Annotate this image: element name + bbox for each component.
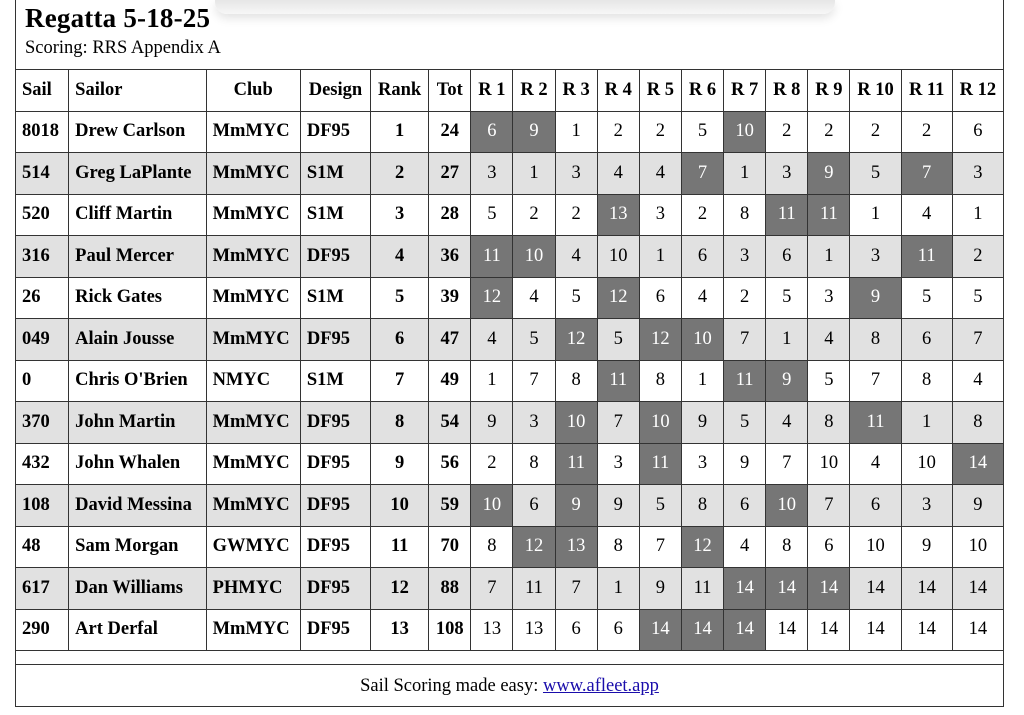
race-score: 2: [952, 236, 1003, 278]
race-score: 1: [850, 194, 901, 236]
race-score: 4: [952, 360, 1003, 402]
race-score-discarded: 7: [901, 153, 952, 195]
total-cell: 70: [429, 526, 471, 568]
race-score: 8: [681, 485, 723, 527]
total-cell: 39: [429, 277, 471, 319]
race-score: 1: [597, 568, 639, 610]
club-cell: MmMYC: [206, 236, 300, 278]
race-score: 14: [766, 609, 808, 651]
race-score-discarded: 12: [681, 526, 723, 568]
race-score: 5: [681, 111, 723, 153]
race-score-discarded: 13: [597, 194, 639, 236]
design-cell: DF95: [300, 319, 370, 361]
race-score: 10: [850, 526, 901, 568]
race-score: 3: [597, 443, 639, 485]
race-score-discarded: 12: [555, 319, 597, 361]
sailor-cell: Paul Mercer: [69, 236, 206, 278]
race-score-discarded: 14: [724, 609, 766, 651]
sail-cell: 520: [16, 194, 69, 236]
race-score: 14: [952, 568, 1003, 610]
sailor-cell: Cliff Martin: [69, 194, 206, 236]
column-header: Rank: [371, 70, 429, 112]
race-score: 7: [597, 402, 639, 444]
sail-cell: 26: [16, 277, 69, 319]
total-cell: 24: [429, 111, 471, 153]
sailor-cell: Dan Williams: [69, 568, 206, 610]
club-cell: NMYC: [206, 360, 300, 402]
rank-cell: 6: [371, 319, 429, 361]
race-score: 7: [766, 443, 808, 485]
column-header: Sailor: [69, 70, 206, 112]
race-score-discarded: 10: [639, 402, 681, 444]
sailor-cell: Alain Jousse: [69, 319, 206, 361]
race-score: 2: [639, 111, 681, 153]
sailor-cell: John Whalen: [69, 443, 206, 485]
race-score-discarded: 11: [597, 360, 639, 402]
column-header: Design: [300, 70, 370, 112]
race-score-discarded: 11: [555, 443, 597, 485]
race-score: 5: [724, 402, 766, 444]
sail-cell: 108: [16, 485, 69, 527]
race-score: 5: [952, 277, 1003, 319]
design-cell: S1M: [300, 153, 370, 195]
rank-cell: 12: [371, 568, 429, 610]
race-score: 9: [597, 485, 639, 527]
sail-cell: 514: [16, 153, 69, 195]
race-score: 13: [513, 609, 555, 651]
race-score: 1: [513, 153, 555, 195]
race-score: 3: [901, 485, 952, 527]
race-score: 14: [850, 568, 901, 610]
design-cell: DF95: [300, 236, 370, 278]
race-score: 5: [555, 277, 597, 319]
column-header: Sail: [16, 70, 69, 112]
total-cell: 47: [429, 319, 471, 361]
race-score-discarded: 9: [555, 485, 597, 527]
race-score: 4: [471, 319, 513, 361]
sailor-cell: John Martin: [69, 402, 206, 444]
sail-cell: 617: [16, 568, 69, 610]
race-score: 4: [808, 319, 850, 361]
race-score: 2: [808, 111, 850, 153]
race-score: 5: [901, 277, 952, 319]
race-score: 8: [597, 526, 639, 568]
race-score: 8: [952, 402, 1003, 444]
total-cell: 28: [429, 194, 471, 236]
race-score: 11: [513, 568, 555, 610]
race-score: 4: [724, 526, 766, 568]
race-score: 10: [952, 526, 1003, 568]
race-score: 1: [471, 360, 513, 402]
page-title: Regatta 5-18-25: [25, 3, 211, 33]
race-score: 4: [766, 402, 808, 444]
column-header: R 2: [513, 70, 555, 112]
race-score: 6: [850, 485, 901, 527]
race-score: 1: [555, 111, 597, 153]
results-table: [15, 69, 1004, 651]
club-cell: MmMYC: [206, 443, 300, 485]
race-score: 5: [808, 360, 850, 402]
race-score: 5: [471, 194, 513, 236]
race-score: 8: [724, 194, 766, 236]
race-score: 6: [639, 277, 681, 319]
race-score-discarded: 12: [639, 319, 681, 361]
race-score: 8: [850, 319, 901, 361]
race-score: 8: [639, 360, 681, 402]
rank-cell: 13: [371, 609, 429, 651]
race-score: 9: [681, 402, 723, 444]
sailor-cell: Drew Carlson: [69, 111, 206, 153]
race-score: 8: [471, 526, 513, 568]
race-score: 2: [555, 194, 597, 236]
club-cell: MmMYC: [206, 485, 300, 527]
table-row: [16, 485, 1004, 527]
race-score-discarded: 10: [724, 111, 766, 153]
rank-cell: 8: [371, 402, 429, 444]
total-cell: 56: [429, 443, 471, 485]
race-score-discarded: 12: [471, 277, 513, 319]
club-cell: MmMYC: [206, 194, 300, 236]
afleet-link[interactable]: www.afleet.app: [542, 676, 659, 696]
race-score-discarded: 14: [639, 609, 681, 651]
club-cell: MmMYC: [206, 277, 300, 319]
race-score: 5: [639, 485, 681, 527]
race-score: 9: [952, 485, 1003, 527]
race-score: 10: [808, 443, 850, 485]
race-score: 4: [901, 194, 952, 236]
race-score: 3: [766, 153, 808, 195]
race-score: 2: [597, 111, 639, 153]
column-header: R 7: [724, 70, 766, 112]
column-header: R 5: [639, 70, 681, 112]
race-score-discarded: 11: [639, 443, 681, 485]
race-score: 5: [513, 319, 555, 361]
race-score: 1: [639, 236, 681, 278]
race-score: 5: [597, 319, 639, 361]
column-header: R 11: [901, 70, 952, 112]
race-score: 10: [597, 236, 639, 278]
race-score: 6: [597, 609, 639, 651]
race-score: 14: [808, 609, 850, 651]
race-score: 8: [766, 526, 808, 568]
race-score: 2: [850, 111, 901, 153]
sailor-cell: Greg LaPlante: [69, 153, 206, 195]
sailor-cell: David Messina: [69, 485, 206, 527]
table-row: [16, 111, 1004, 153]
race-score-discarded: 14: [681, 609, 723, 651]
table-row: [16, 277, 1004, 319]
column-header: R 8: [766, 70, 808, 112]
race-score: 2: [766, 111, 808, 153]
race-score-discarded: 6: [471, 111, 513, 153]
race-score: 4: [639, 153, 681, 195]
table-row: [16, 319, 1004, 361]
race-score: 7: [639, 526, 681, 568]
table-row: [16, 153, 1004, 195]
sail-cell: 290: [16, 609, 69, 651]
club-cell: PHMYC: [206, 568, 300, 610]
rank-cell: 10: [371, 485, 429, 527]
total-cell: 108: [429, 609, 471, 651]
race-score: 3: [952, 153, 1003, 195]
table-row: [16, 568, 1004, 610]
race-score: 6: [901, 319, 952, 361]
race-score: 9: [901, 526, 952, 568]
design-cell: DF95: [300, 402, 370, 444]
race-score: 2: [901, 111, 952, 153]
race-score-discarded: 10: [766, 485, 808, 527]
race-score: 3: [808, 277, 850, 319]
race-score: 1: [681, 360, 723, 402]
race-score-discarded: 10: [555, 402, 597, 444]
race-score-discarded: 10: [681, 319, 723, 361]
race-score: 6: [808, 526, 850, 568]
race-score: 1: [724, 153, 766, 195]
race-score-discarded: 12: [513, 526, 555, 568]
rank-cell: 2: [371, 153, 429, 195]
sailor-cell: Art Derfal: [69, 609, 206, 651]
race-score: 7: [724, 319, 766, 361]
race-score-discarded: 9: [766, 360, 808, 402]
race-score: 6: [766, 236, 808, 278]
club-cell: GWMYC: [206, 526, 300, 568]
race-score: 4: [597, 153, 639, 195]
race-score: 10: [901, 443, 952, 485]
top-shadow-overlay: [215, 0, 835, 14]
race-score: 6: [681, 236, 723, 278]
race-score-discarded: 13: [555, 526, 597, 568]
race-score: 6: [724, 485, 766, 527]
total-cell: 88: [429, 568, 471, 610]
race-score: 3: [724, 236, 766, 278]
race-score: 4: [513, 277, 555, 319]
race-score-discarded: 11: [766, 194, 808, 236]
total-cell: 54: [429, 402, 471, 444]
race-score: 4: [555, 236, 597, 278]
sailor-cell: Chris O'Brien: [69, 360, 206, 402]
sail-cell: 432: [16, 443, 69, 485]
club-cell: MmMYC: [206, 153, 300, 195]
total-cell: 59: [429, 485, 471, 527]
race-score: 8: [808, 402, 850, 444]
table-row: [16, 526, 1004, 568]
club-cell: MmMYC: [206, 402, 300, 444]
race-score: 14: [901, 568, 952, 610]
total-cell: 27: [429, 153, 471, 195]
design-cell: S1M: [300, 194, 370, 236]
race-score: 7: [513, 360, 555, 402]
race-score-discarded: 12: [597, 277, 639, 319]
rank-cell: 9: [371, 443, 429, 485]
race-score-discarded: 11: [724, 360, 766, 402]
race-score: 8: [901, 360, 952, 402]
table-row: [16, 402, 1004, 444]
total-cell: 36: [429, 236, 471, 278]
column-header: Club: [206, 70, 300, 112]
race-score: 6: [952, 111, 1003, 153]
race-score: 9: [471, 402, 513, 444]
club-cell: MmMYC: [206, 319, 300, 361]
design-cell: DF95: [300, 609, 370, 651]
column-header: R 9: [808, 70, 850, 112]
footer: [15, 664, 1004, 707]
race-score-discarded: 14: [952, 443, 1003, 485]
race-score: 1: [766, 319, 808, 361]
table-row: [16, 443, 1004, 485]
column-header: Tot: [429, 70, 471, 112]
race-score-discarded: 10: [471, 485, 513, 527]
race-score: 6: [555, 609, 597, 651]
table-row: [16, 194, 1004, 236]
rank-cell: 3: [371, 194, 429, 236]
column-header: R 3: [555, 70, 597, 112]
table-header-row: [16, 70, 1004, 112]
race-score: 14: [952, 609, 1003, 651]
race-score: 3: [639, 194, 681, 236]
race-score-discarded: 14: [808, 568, 850, 610]
total-cell: 49: [429, 360, 471, 402]
rank-cell: 1: [371, 111, 429, 153]
race-score-discarded: 14: [724, 568, 766, 610]
race-score: 11: [681, 568, 723, 610]
sail-cell: 48: [16, 526, 69, 568]
race-score: 8: [555, 360, 597, 402]
race-score: 1: [808, 236, 850, 278]
column-header: R 12: [952, 70, 1003, 112]
race-score-discarded: 9: [513, 111, 555, 153]
race-score: 3: [850, 236, 901, 278]
race-score-discarded: 11: [471, 236, 513, 278]
club-cell: MmMYC: [206, 111, 300, 153]
race-score: 14: [850, 609, 901, 651]
race-score: 13: [471, 609, 513, 651]
design-cell: DF95: [300, 443, 370, 485]
race-score: 7: [952, 319, 1003, 361]
rank-cell: 11: [371, 526, 429, 568]
race-score: 6: [513, 485, 555, 527]
race-score: 4: [850, 443, 901, 485]
race-score-discarded: 11: [850, 402, 901, 444]
column-header: R 4: [597, 70, 639, 112]
race-score: 5: [850, 153, 901, 195]
table-row: [16, 609, 1004, 651]
race-score: 3: [555, 153, 597, 195]
footer-text: Sail Scoring made easy:: [360, 676, 543, 696]
column-header: R 10: [850, 70, 901, 112]
sail-cell: 049: [16, 319, 69, 361]
race-score: 2: [513, 194, 555, 236]
club-cell: MmMYC: [206, 609, 300, 651]
rank-cell: 4: [371, 236, 429, 278]
race-score: 2: [724, 277, 766, 319]
race-score: 2: [471, 443, 513, 485]
race-score-discarded: 9: [850, 277, 901, 319]
table-row: [16, 236, 1004, 278]
race-score: 3: [471, 153, 513, 195]
race-score: 14: [901, 609, 952, 651]
race-score: 9: [724, 443, 766, 485]
race-score: 1: [901, 402, 952, 444]
scoring-subtitle: Scoring: RRS Appendix A: [25, 38, 221, 58]
sail-cell: 316: [16, 236, 69, 278]
race-score: 7: [555, 568, 597, 610]
column-header: R 6: [681, 70, 723, 112]
race-score: 7: [471, 568, 513, 610]
race-score-discarded: 11: [901, 236, 952, 278]
column-header: R 1: [471, 70, 513, 112]
design-cell: DF95: [300, 111, 370, 153]
race-score: 9: [639, 568, 681, 610]
design-cell: DF95: [300, 485, 370, 527]
race-score-discarded: 10: [513, 236, 555, 278]
sail-cell: 8018: [16, 111, 69, 153]
race-score: 1: [952, 194, 1003, 236]
race-score-discarded: 9: [808, 153, 850, 195]
race-score: 7: [850, 360, 901, 402]
sail-cell: 370: [16, 402, 69, 444]
race-score-discarded: 14: [766, 568, 808, 610]
race-score: 4: [681, 277, 723, 319]
design-cell: S1M: [300, 277, 370, 319]
race-score-discarded: 11: [808, 194, 850, 236]
design-cell: S1M: [300, 360, 370, 402]
race-score: 7: [808, 485, 850, 527]
table-row: [16, 360, 1004, 402]
rank-cell: 5: [371, 277, 429, 319]
rank-cell: 7: [371, 360, 429, 402]
race-score: 8: [513, 443, 555, 485]
race-score-discarded: 7: [681, 153, 723, 195]
race-score: 3: [513, 402, 555, 444]
sail-cell: 0: [16, 360, 69, 402]
race-score: 2: [681, 194, 723, 236]
race-score: 5: [766, 277, 808, 319]
sailor-cell: Sam Morgan: [69, 526, 206, 568]
sailor-cell: Rick Gates: [69, 277, 206, 319]
design-cell: DF95: [300, 568, 370, 610]
race-score: 3: [681, 443, 723, 485]
design-cell: DF95: [300, 526, 370, 568]
